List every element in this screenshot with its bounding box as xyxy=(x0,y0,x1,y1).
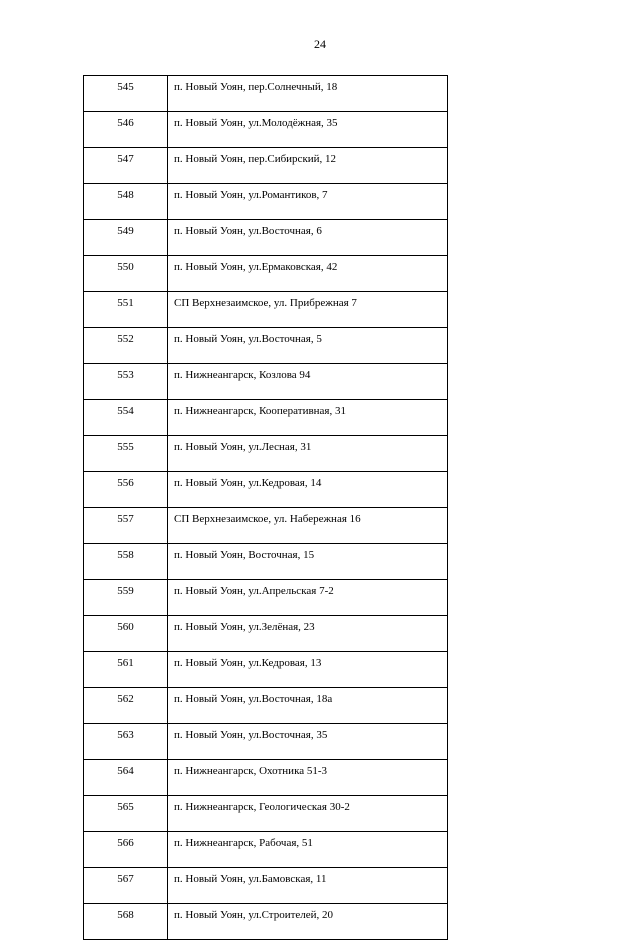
row-number-cell: 562 xyxy=(84,688,168,724)
address-cell: СП Верхнезаимское, ул. Прибрежная 7 xyxy=(168,292,448,328)
address-cell: п. Новый Уоян, ул.Ермаковская, 42 xyxy=(168,256,448,292)
row-number-cell: 566 xyxy=(84,832,168,868)
row-number-cell: 545 xyxy=(84,76,168,112)
row-number-cell: 568 xyxy=(84,904,168,940)
row-number-cell: 557 xyxy=(84,508,168,544)
row-number-cell: 563 xyxy=(84,724,168,760)
address-cell: п. Новый Уоян, ул.Кедровая, 14 xyxy=(168,472,448,508)
row-number-cell: 549 xyxy=(84,220,168,256)
address-cell: п. Нижнеангарск, Охотника 51-3 xyxy=(168,760,448,796)
address-cell: СП Верхнезаимское, ул. Набережная 16 xyxy=(168,508,448,544)
table-row xyxy=(84,112,448,148)
row-number-cell: 552 xyxy=(84,328,168,364)
address-cell: п. Новый Уоян, Восточная, 15 xyxy=(168,544,448,580)
row-number-cell: 564 xyxy=(84,760,168,796)
address-cell: п. Новый Уоян, ул.Бамовская, 11 xyxy=(168,868,448,904)
table-row xyxy=(84,868,448,904)
address-cell: п. Новый Уоян, ул.Романтиков, 7 xyxy=(168,184,448,220)
row-number-cell: 551 xyxy=(84,292,168,328)
table-row xyxy=(84,724,448,760)
address-cell: п. Нижнеангарск, Кооперативная, 31 xyxy=(168,400,448,436)
row-number-cell: 555 xyxy=(84,436,168,472)
table-row xyxy=(84,220,448,256)
address-cell: п. Новый Уоян, ул.Молодёжная, 35 xyxy=(168,112,448,148)
address-cell: п. Нижнеангарск, Рабочая, 51 xyxy=(168,832,448,868)
address-table-body xyxy=(84,76,448,940)
table-row xyxy=(84,472,448,508)
address-cell: п. Новый Уоян, ул.Восточная, 18а xyxy=(168,688,448,724)
table-row xyxy=(84,796,448,832)
row-number-cell: 558 xyxy=(84,544,168,580)
row-number-cell: 560 xyxy=(84,616,168,652)
row-number-cell: 567 xyxy=(84,868,168,904)
table-row xyxy=(84,292,448,328)
address-cell: п. Новый Уоян, ул.Строителей, 20 xyxy=(168,904,448,940)
address-cell: п. Новый Уоян, ул.Восточная, 35 xyxy=(168,724,448,760)
row-number-cell: 548 xyxy=(84,184,168,220)
table-row xyxy=(84,364,448,400)
table-row xyxy=(84,580,448,616)
row-number-cell: 561 xyxy=(84,652,168,688)
table-row xyxy=(84,256,448,292)
row-number-cell: 550 xyxy=(84,256,168,292)
table-row xyxy=(84,328,448,364)
table-row xyxy=(84,832,448,868)
table-row xyxy=(84,904,448,940)
row-number-cell: 559 xyxy=(84,580,168,616)
page-number: 24 xyxy=(314,37,326,51)
table-row xyxy=(84,148,448,184)
table-row xyxy=(84,508,448,544)
address-cell: п. Новый Уоян, ул.Восточная, 5 xyxy=(168,328,448,364)
row-number-cell: 565 xyxy=(84,796,168,832)
address-cell: п. Нижнеангарск, Геологическая 30-2 xyxy=(168,796,448,832)
row-number-cell: 546 xyxy=(84,112,168,148)
address-cell: п. Нижнеангарск, Козлова 94 xyxy=(168,364,448,400)
table-row xyxy=(84,688,448,724)
row-number-cell: 556 xyxy=(84,472,168,508)
table-row xyxy=(84,400,448,436)
address-cell: п. Новый Уоян, пер.Сибирский, 12 xyxy=(168,148,448,184)
table-row xyxy=(84,652,448,688)
address-cell: п. Новый Уоян, ул.Кедровая, 13 xyxy=(168,652,448,688)
address-table xyxy=(83,75,448,940)
row-number-cell: 553 xyxy=(84,364,168,400)
table-row xyxy=(84,616,448,652)
table-row xyxy=(84,76,448,112)
address-cell: п. Новый Уоян, ул.Зелёная, 23 xyxy=(168,616,448,652)
table-row xyxy=(84,544,448,580)
row-number-cell: 547 xyxy=(84,148,168,184)
address-cell: п. Новый Уоян, ул.Лесная, 31 xyxy=(168,436,448,472)
table-row xyxy=(84,436,448,472)
address-cell: п. Новый Уоян, ул.Апрельская 7-2 xyxy=(168,580,448,616)
address-cell: п. Новый Уоян, ул.Восточная, 6 xyxy=(168,220,448,256)
table-row xyxy=(84,184,448,220)
row-number-cell: 554 xyxy=(84,400,168,436)
address-cell: п. Новый Уоян, пер.Солнечный, 18 xyxy=(168,76,448,112)
table-row xyxy=(84,760,448,796)
